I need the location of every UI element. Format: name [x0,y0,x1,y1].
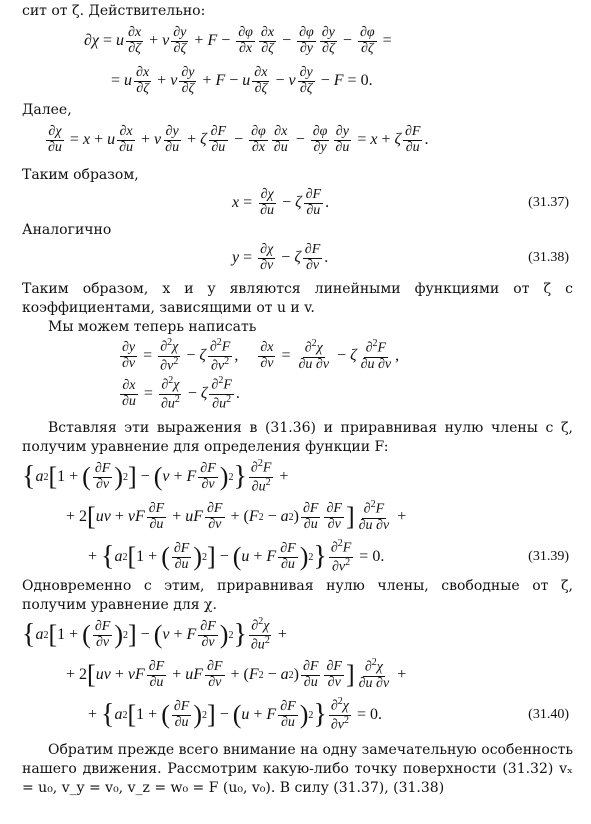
paragraph-write: Мы можем теперь написать [48,319,257,335]
paragraph-notice: Обратим прежде всего внимание на одну замечательную особенность нашего движения. Рассмотрим какую-либо точку поверхности (31.32) vₓ = u₀, v_y = v₀, v_z = w₀ = F (u₀, v₀). В силу (31.37), (31.38) [22,742,573,796]
equation-dchi-du: $\frac{\partial\chi}{\partial u}$ = x + u $\frac{\partial x}{\partial u}$ + v $\frac{\partial y}{\partial u}$ + ζ $\frac{\partial F}{\partial u}$ − $\frac{\partial\varphi}{\partial x}$ $\frac{\partial x}{\partial u}$ − $\frac{\partial\varphi}{\partial y}$ $\frac{\partial y}{\partial u}$ = x + ζ $\frac{\partial F}{\partial u}$ . [48,123,429,155]
equation-dchi-line1: ∂χ = u $\frac{\partial x}{\partial\zeta}$ + v $\frac{\partial y}{\partial\zeta}$ + F − $\frac{\partial\varphi}{\partial x}$ $\frac{\partial x}{\partial\zeta}$ − $\frac{\partial\varphi}{\partial y}$ $\frac{\partial y}{\partial\zeta}$ − $\frac{\partial\varphi}{\partial\zeta}$ = [84,24,392,56]
paragraph-simultaneous: Одновременно с этим, приравнивая нулю члены, свободные от ζ, получим уравнение для χ. [22,578,573,613]
equation-number: (31.40) [528,707,569,722]
equation-31-40-line3: + { a 2 [ 1 + ( $\frac{\partial F}{\partial u}$ ) 2 ] − ( u + F $\frac{\partial F}{\partial u}$ ) 2 } $\frac{\partial^2\chi}{\partial v^2}$ = 0. (31.40) [88,696,569,733]
equation-31-39-line3: + { a 2 [ 1 + ( $\frac{\partial F}{\partial u}$ ) 2 ] − ( u + F $\frac{\partial F}{\partial u}$ ) 2 } $\frac{\partial^2F}{\partial v^2}$ = 0. (31.39) [88,538,569,575]
equation-dchi-line2: = u $\frac{\partial x}{\partial\zeta}$ + v $\frac{\partial y}{\partial\zeta}$ + F − u $\frac{\partial x}{\partial\zeta}$ − v $\frac{\partial y}{\partial\zeta}$ − F = 0. [111,64,373,96]
equation-number: (31.39) [528,549,569,564]
equation-number: (31.37) [528,195,569,210]
equation-31-38: y = $\frac{\partial\chi}{\partial v}$ − ζ $\frac{\partial F}{\partial v}$ . (31.38) [232,241,569,273]
equation-derivatives-line1: $\frac{\partial y}{\partial v}$ = $\frac{\partial^2\chi}{\partial v^2}$ − ζ $\frac{\partial^2F}{\partial v^2}$ , $\frac{\partial x}{\partial v}$ = $\frac{\partial^2\chi}{\partial u \partial v}$ − ζ $\frac{\partial^2F}{\partial u \partial v}$ , [122,337,400,374]
paragraph-thus-1: Таким образом, [22,167,139,183]
equation-31-40-line2: + 2 [ uv + vF $\frac{\partial F}{\partial u}$ + uF $\frac{\partial F}{\partial v}$ + ( F 2 − a 2 ) $\frac{\partial F}{\partial u}$ $\frac{\partial F}{\partial v}$ ] $\frac{\partial^2\chi}{\partial u \partial v}$ + [66,657,407,691]
paragraph-intro: сит от ζ. Действительно: [22,3,206,19]
equation-derivatives-line2: $\frac{\partial x}{\partial u}$ = $\frac{\partial^2\chi}{\partial u^2}$ − ζ $\frac{\partial^2F}{\partial u^2}$ . [122,375,240,412]
paragraph-similar: Аналогично [22,222,112,238]
equation-31-37: x = $\frac{\partial\chi}{\partial u}$ − ζ $\frac{\partial F}{\partial u}$ . (31.37) [232,186,569,218]
equation-31-39-line2: + 2 [ uv + vF $\frac{\partial F}{\partial u}$ + uF $\frac{\partial F}{\partial v}$ + ( F 2 − a 2 ) $\frac{\partial F}{\partial u}$ $\frac{\partial F}{\partial v}$ ] $\frac{\partial^2F}{\partial u \partial v}$ + [66,499,407,533]
equation-31-40-line1: { a 2 [ 1 + ( $\frac{\partial F}{\partial v}$ ) 2 ] − ( v + F $\frac{\partial F}{\partial v}$ ) 2 } $\frac{\partial^2\chi}{\partial u^2}$ + [22,616,287,653]
equation-31-39-line1: { a 2 [ 1 + ( $\frac{\partial F}{\partial v}$ ) 2 ] − ( v + F $\frac{\partial F}{\partial v}$ ) 2 } $\frac{\partial^2F}{\partial u^2}$ + [22,458,289,495]
equation-number: (31.38) [528,250,569,265]
paragraph-insert: Вставляя эти выражения в (31.36) и приравнивая нулю члены с ζ, получим уравнение для определения функции F: [22,420,573,455]
paragraph-further: Далее, [22,102,72,118]
paragraph-linear: Таким образом, x и y являются линейными функциями от ζ с коэффициентами, зависящими от u и v. [22,281,573,316]
page [0,2,591,824]
